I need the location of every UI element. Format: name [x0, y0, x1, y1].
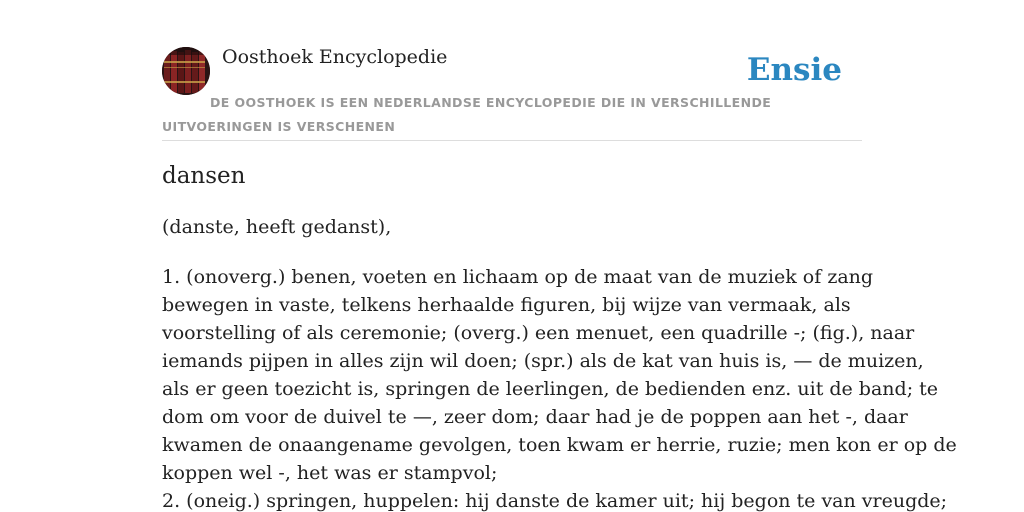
- definition-line: 2. (oneig.) springen, huppelen: hij danste de kamer uit; hij begon te van vreugde;: [162, 490, 948, 512]
- definition-line: 1. (onoverg.) benen, voeten en lichaam op de maat van de muziek of zang: [162, 266, 874, 288]
- entry-grammar: (danste, heeft gedanst),: [162, 216, 392, 238]
- site-tagline: DE OOSTHOEK IS EEN NEDERLANDSE ENCYCLOPEDIE DIE IN VERSCHILLENDE UITVOERINGEN IS VERSCHENEN: [162, 95, 772, 134]
- entry-definition: [162, 263, 957, 512]
- page: [162, 0, 957, 512]
- site-title[interactable]: Oosthoek Encyclopedie: [222, 46, 448, 68]
- definition-line: dom om voor de duivel te —, zeer dom; daar had je de poppen aan het -, daar: [162, 406, 908, 428]
- definition-line: voorstelling of als ceremonie; (overg.) een menuet, een quadrille -; (fig.), naar: [162, 322, 915, 344]
- site-header: [162, 0, 862, 141]
- entry-term: dansen: [162, 163, 246, 189]
- brand-logo[interactable]: Ensie: [746, 52, 842, 88]
- definition-line: kwamen de onaangename gevolgen, toen kwam er herrie, ruzie; men kon er op de: [162, 434, 957, 456]
- definition-line: als er geen toezicht is, springen de leerlingen, de bedienden enz. uit de band; te: [162, 378, 939, 400]
- definition-line: koppen wel -, het was er stampvol;: [162, 462, 498, 484]
- definition-line: iemands pijpen in alles zijn wil doen; (spr.) als de kat van huis is, — de muizen,: [162, 350, 924, 372]
- definition-line: bewegen in vaste, telkens herhaalde figuren, bij wijze van vermaak, als: [162, 294, 851, 316]
- encyclopedia-books-icon[interactable]: [162, 47, 210, 95]
